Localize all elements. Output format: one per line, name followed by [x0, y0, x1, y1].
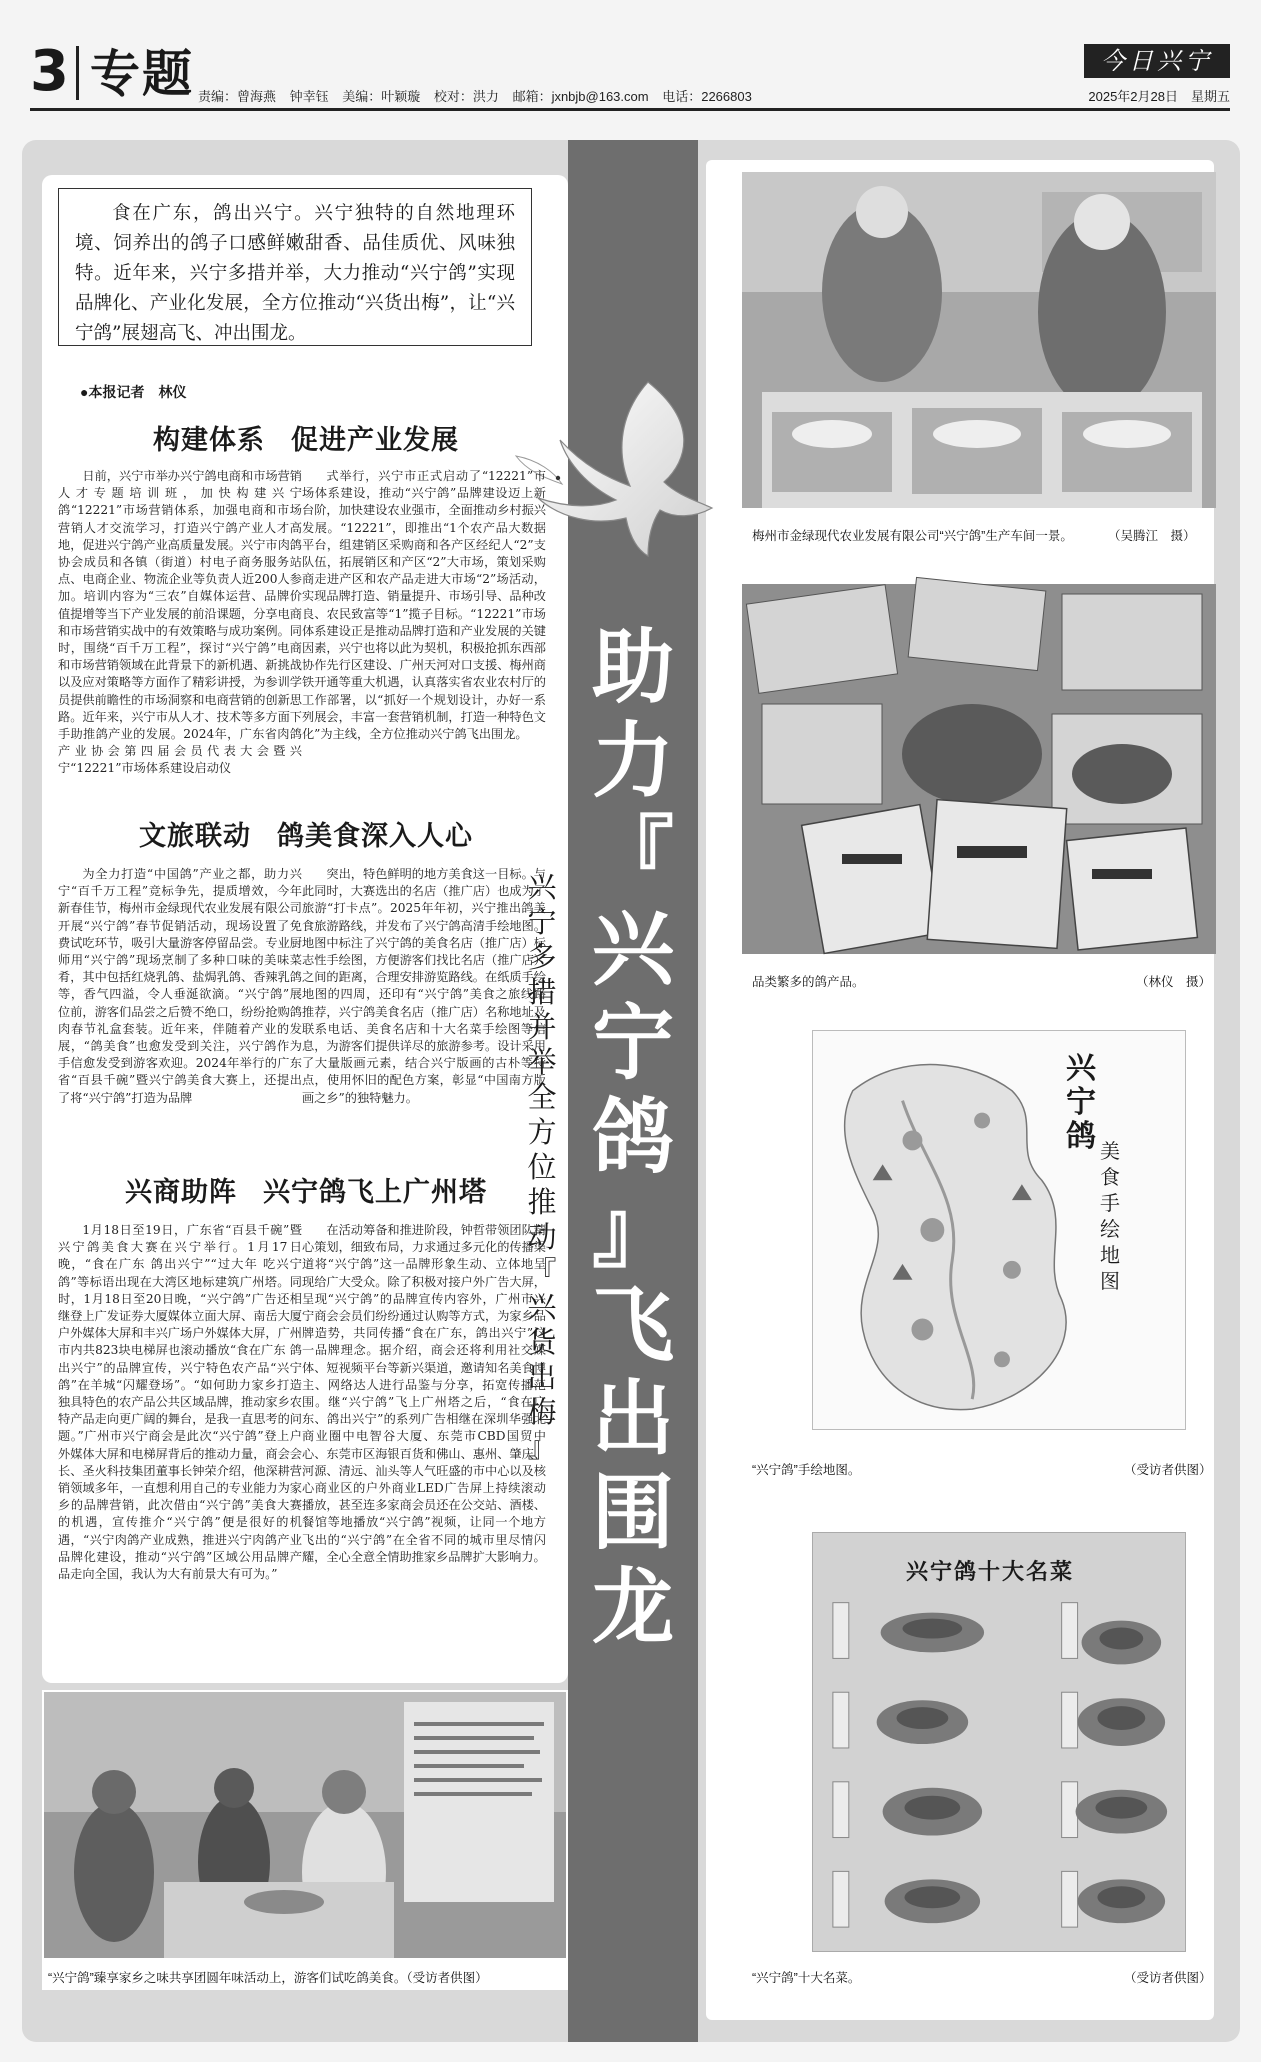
section-2-text-2: 突出，特色鲜明的地方美食这一目标。与此同时，大赛选出的名店（推广店）也成为了旅游“打卡点”。2025年年初，兴宁推出鸽美食旅游路线，并发布了兴宁鸽高清手绘地图。地图中标注了兴宁鸽的美食名店（推广店）标志性手绘图，方便游客们找比名店（推广店）之间的距离，合理安排游览路线。在纸质手绘地图的四周，还印有“兴宁鸽”美食之旅线路推荐，兴宁鸽美食名店（推广店）名称地址及联系电话、美食名店和十大名菜手绘图等信息，为游客们提供详尽的旅游参考。设计采用了大量版画元素，结合兴宁版画的古朴等特点，使用怀旧的配色方案，彰显“中国南方版画之乡”的独特魅力。: [302, 867, 546, 1105]
section-heading-1-a: 构建体系: [153, 425, 265, 456]
section-2-col-1: [58, 866, 302, 1126]
credits-line: [198, 86, 762, 105]
subtitle-char: 位: [527, 1150, 557, 1184]
subtitle-char: 梅: [527, 1395, 557, 1429]
phone-credit: 电话：2266803: [662, 89, 752, 104]
main-headline: [588, 620, 678, 1654]
newspaper-brand: 今日兴宁: [1084, 44, 1230, 78]
section-2-col-2: [302, 866, 546, 1126]
map-credit: （受访者供图）: [1124, 1463, 1212, 1477]
map-subtitle-char: 手: [1100, 1191, 1120, 1215]
headline-char: 宁: [591, 995, 674, 1091]
products-photo-image: [742, 584, 1216, 954]
headline-char: 助: [591, 619, 674, 715]
subtitle-char: 动: [527, 1220, 557, 1254]
headline-char: 兴: [591, 901, 674, 997]
section-heading-1-b: 促进产业发展: [291, 425, 459, 456]
masthead-rule: [30, 108, 1230, 111]
page-number: 3: [30, 39, 69, 104]
subtitle-char: 措: [527, 975, 557, 1009]
workshop-credit: （吴腾江 摄）: [1108, 529, 1196, 543]
subtitle-char: 推: [527, 1185, 557, 1219]
map-subtitle-char: 美: [1100, 1139, 1120, 1163]
check-credit: 校对：洪力: [433, 89, 499, 104]
section-heading-2-b: 鸽美食深入人心: [277, 821, 473, 852]
section-1-col-2: [302, 468, 546, 768]
subtitle-char: 多: [527, 940, 557, 974]
subtitle-char: 举: [527, 1045, 557, 1079]
map-subtitle: [1098, 1138, 1122, 1294]
section-1-text-2: 式举行，兴宁市正式启动了“12221”市场体系建设，推动“兴宁鸽”品牌建设迈上新台阶，加快建设农业强市，全面推动乡村振兴发展。“12221”，即推出“1个农产品大数据平台，组建销区采购商和各产区经纪人“2”支队伍，拓展销区和产区“2”大市场，策划采购商走进产区和农产品走进大市场“2”场活动，实现品牌打造、销量提升、市场引导、品种改良、农民致富等“1”揽子目标。“12221”市场体系建设正是推动品牌打造和产业发展的关键因素，兴宁也将以此为契机，积极抢抓东西部协作先行区建设、广州天河对口支援、梅州商铁开通等重大机遇，认真落实省农业农村厅的工作部署，以“抓好一个规划设计，办好一系列展会，丰富一套营销机制，打造一种特色文化”为主线，全方位推动兴宁鸽飞出围龙。: [302, 469, 546, 742]
subtitle-char: 宁: [527, 905, 557, 939]
subtitle-char: 出: [527, 1360, 557, 1394]
map-subtitle-char: 食: [1100, 1165, 1120, 1189]
event-photo-image: [44, 1692, 566, 1958]
workshop-photo: [742, 172, 1216, 508]
section-2-text-1: 为全力打造“中国鸽”产业之都，助力兴宁“百千万工程”竞标争先，提质增效，今年新春佳节，梅州市金绿现代农业发展有限公司开展“兴宁鸽”春节促销活动，现场设置了免费试吃环节，吸引大量游客停留品尝。专业厨师用“兴宁鸽”现场烹制了多种口味的美味菜肴，其中包括红烧乳鸽、盐焗乳鸽、香辣乳鸽等，香气四溢，令人垂涎欲滴。“兴宁鸽”展位前，游客们品尝之后赞不绝口，纷纷抢购鸽肉春节礼盒套装。近年来，伴随着产业的发展，“鸽美食”也愈发受到关注，兴宁鸽作为手信愈发受到游客欢迎。2024年举行的广东省“百县千碗”暨兴宁鸽美食大赛上，还提出了将“兴宁鸽”打造为品牌: [58, 867, 302, 1105]
map-subtitle-char: 绘: [1100, 1217, 1120, 1241]
headline-char: 飞: [591, 1277, 674, 1373]
intro-text: 食在广东，鸽出兴宁。兴宁独特的自然地理环境、饲养出的鸽子口感鲜嫩甜香、品佳质优、风味独特。近年来，兴宁多措并举，大力推动“兴宁鸽”实现品牌化、产业化发展，全方位推动“兴货出梅”，让“兴宁鸽”展翅高飞、冲出围龙。: [75, 203, 515, 344]
section-3-col-2: [302, 1222, 546, 1660]
intro-box: [58, 188, 532, 346]
products-caption: 品类繁多的鸽产品。: [752, 975, 865, 989]
issue-date: 2025年2月28日 星期五: [1088, 89, 1230, 104]
section-heading-3: [56, 1170, 556, 1209]
section-3-text-2: 在活动筹备和推进阶段，钟哲带领团队精心策划，细致布局，力求通过多元化的传播渠道将“兴宁鸽”这一品牌形象生动、立体地呈现给广大受众。除了积极对接户外广告大屏，呈现“兴宁鸽”的品牌宣传内容外，广州市兴宁商会会员们纷纷通过认购等方式，为家乡品牌造势，共同传播“食在广东，鸽出兴宁”这一品牌理念。据介绍，商会还将利用社交媒体、短视频平台等新兴渠道，邀请知名美食博主、网络达人进行品鉴与分享，拓宽传播范围。继“兴宁鸽”飞上广州塔之后，“食在广东、鸽出兴宁”的系列广告相继在深圳华强北商业圈中电智谷大厦、东莞市CBD国贸中心、东莞市区海银百货和佛山、惠州、肇庆、河源、清远、汕头等人气旺盛的市中心以及核心商业区的户外商业LED广告屏上持续滚动播放，甚至连多家商会员还在公交站、酒楼、餐馆等地播放“兴宁鸽”视频，让同一个地方飞出的“兴宁鸽”在全省不同的城市里尽情闪耀，全心全意全情助推家乡品牌扩大影响力。: [302, 1223, 546, 1564]
section-heading-1: [56, 418, 556, 457]
section-1-text-1: 日前，兴宁市举办兴宁鸽电商和市场营销人才专题培训班，加快构建兴宁鸽“12221”市场营销体系，加强电商和市场营销人才交流学习，打造兴宁鸽产业人才高地，促进兴宁鸽产业高质量发展。兴宁市肉鸽协会成员和各镇（街道）村电子商务服务站点、电商企业、物流企业等负责人近200人参加。培训内容为“三农”自媒体运营、品牌价值提增等当下产业发展的前沿课题，分享电商和市场营销实战中的有效策略与成功案例。同时，围绕“百千万工程”，探讨“兴宁鸽”电商和市场营销领域在此背景下的新机遇、新挑战以及应对策略等方面作了精彩讲授，为参训学员提供前瞻性的市场洞察和电商营销的创新思路。近年来，兴宁市从人才、技术等多方面下手助推鸽产业的发展。2024年，广东省肉鸽产业协会第四届会员代表大会暨兴宁“12221”市场体系建设启动仪: [58, 469, 302, 776]
section-1-col-1: [58, 468, 302, 776]
products-photo: [742, 584, 1216, 954]
headline-char: 龙: [591, 1559, 674, 1655]
hand-drawn-map: [812, 1030, 1186, 1430]
event-photo: [44, 1692, 566, 1958]
headline-char: 鸽: [591, 1089, 674, 1185]
subtitle-char: 『: [527, 1255, 557, 1289]
map-image: [813, 1031, 1185, 1429]
page-divider: [76, 46, 79, 100]
headline-char: 』: [591, 1183, 674, 1279]
headline-char: 出: [591, 1371, 674, 1467]
section-name: 专题: [90, 45, 194, 103]
headline-char: 『: [591, 807, 674, 903]
masthead: [30, 40, 1230, 112]
design-credit: 美编：叶颖璇: [342, 89, 421, 104]
subtitle-char: 全: [527, 1080, 557, 1114]
dishes-poster-image: [813, 1533, 1185, 1951]
section-heading-2-a: 文旅联动: [139, 821, 251, 852]
dishes-caption: “兴宁鸽”十大名菜。: [752, 1971, 861, 1985]
headline-char: 力: [591, 713, 674, 809]
map-subtitle-char: 图: [1100, 1269, 1120, 1293]
section-3-col-1: [58, 1222, 302, 1660]
subtitle-char: 方: [527, 1115, 557, 1149]
email-credit: 邮箱：jxnbjb@163.com: [512, 89, 649, 104]
byline: ●本报记者 林仪: [80, 384, 187, 400]
section-heading-3-b: 兴宁鸽飞上广州塔: [263, 1177, 487, 1208]
map-title-char: 兴: [1066, 1051, 1096, 1086]
dishes-credit: （受访者供图）: [1124, 1971, 1212, 1985]
proof-credit: 钟幸钰: [289, 89, 329, 104]
section-heading-2: [56, 814, 556, 853]
subtitle-char: 并: [527, 1010, 557, 1044]
subtitle-char: 货: [527, 1325, 557, 1359]
map-title: [1064, 1052, 1098, 1154]
dishes-title: 兴宁鸽十大名菜: [906, 1559, 1075, 1585]
headline-char: 围: [591, 1465, 674, 1561]
map-caption: “兴宁鸽”手绘地图。: [752, 1463, 861, 1477]
products-credit: （林仪 摄）: [1136, 975, 1212, 989]
map-title-char: 鸽: [1066, 1119, 1096, 1154]
workshop-caption: 梅州市金绿现代农业发展有限公司“兴宁鸽”生产车间一景。: [752, 529, 1073, 543]
subtitle-char: 』: [527, 1430, 557, 1464]
workshop-photo-image: [742, 172, 1216, 508]
subtitle-char: 兴: [527, 1290, 557, 1324]
editor-credit: 责编：曾海燕: [198, 89, 277, 104]
map-subtitle-char: 地: [1100, 1243, 1120, 1267]
section-heading-3-a: 兴商助阵: [125, 1177, 237, 1208]
event-caption: “兴宁鸽”臻享家乡之味共享团圆年味活动上，游客们试吃鸽美食。（受访者供图）: [48, 1971, 488, 1985]
dishes-poster: [812, 1532, 1186, 1952]
map-title-char: 宁: [1066, 1085, 1096, 1120]
subtitle-char: 兴: [527, 870, 557, 904]
section-3-text-1: 1月18日至19日，广东省“百县千碗”暨兴宁鸽美食大赛在兴宁举行。1月17日晚，“食在广东 鸽出兴宁”“过大年 吃兴宁鸽”等标语出现在大湾区地标建筑广州塔。同时，1月18日至20日晚，“兴宁鸽”广告还相继登上广发证券大厦媒体立面大屏、南岳大厦户外媒体大屏和丰兴广场户外媒体大屏，广州市内共823块电梯屏也滚动播放“食在广东 鸽出兴宁”的品牌宣传，兴宁特色农产品“兴宁鸽”在羊城“闪耀登场”。“如何助力家乡打造独具特色的农产品公共区域品牌，推动家乡农特产品走向更广阔的舞台，是我一直思考的问题。”广州市兴宁商会是此次“兴宁鸽”登上户外媒体大屏和电梯屏背后的推动力量，商会会长、圣火科技集团董事长钟荣介绍，他深耕营销领域多年，一直想利用自己的专业能力为家乡的品牌营销，此次借由“兴宁鸽”美食大赛的机遇，宣传推介“兴宁鸽”便是很好的机遇，“兴宁肉鸽产业成熟，推进兴宁肉鸽产业品牌化建设，推动“兴宁鸽”区域公用品牌产品走向全国，我认为大有前景大有可为。”: [58, 1223, 302, 1582]
